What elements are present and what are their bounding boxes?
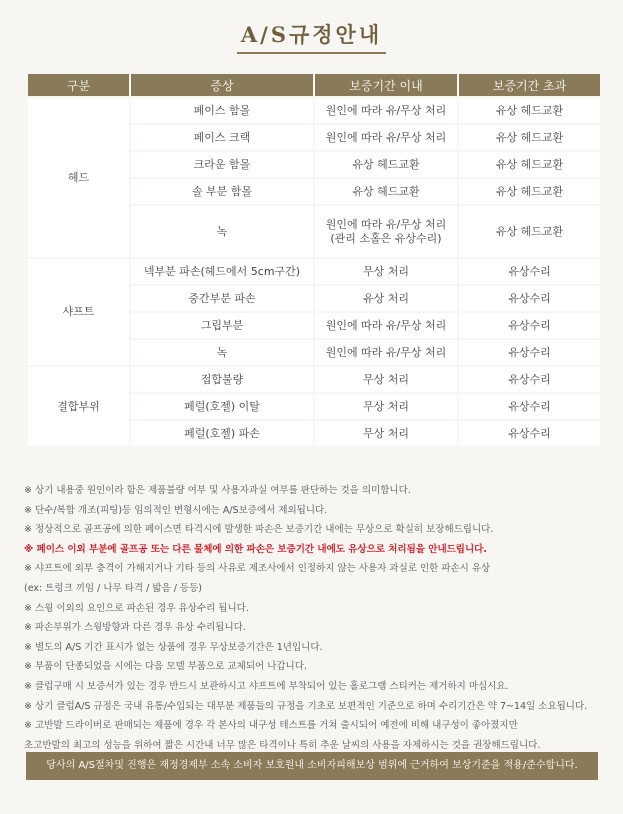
- within-cell: [315, 206, 457, 257]
- symptom-cell: 녹: [131, 206, 313, 257]
- table-row: [28, 259, 600, 284]
- note-line: 초고반발의 최고의 성능을 위하여 짧은 시간내 너무 많은 타격이나 특히 추운 날씨의 사용을 자제하시는 것을 권장해드립니다.: [24, 739, 541, 751]
- symptom-cell: 접합불량: [131, 367, 313, 392]
- symptom-cell: 페이스 함몰: [131, 98, 313, 123]
- note-line: ※ 단수/복합 개조(피팅)등 임의적인 변형시에는 A/S보증에서 제외됩니다.: [24, 504, 328, 516]
- table-row: [28, 98, 600, 123]
- within-cell: 무상 처리: [315, 367, 457, 392]
- after-cell: 유상수리: [459, 259, 600, 284]
- category-head: 헤드: [28, 98, 129, 257]
- note-line: ※ 샤프트에 외부 충격이 가해지거나 기타 등의 사유로 제조사에서 인정하지 않는 사용자 과실로 인한 파손시 유상: [24, 563, 491, 575]
- note-line: ※ 상기 내용중 원인이라 함은 제품불량 여부 및 사용자과실 여부를 판단하는 것을 의미합니다.: [24, 485, 411, 496]
- notes-section: [24, 481, 604, 755]
- title-wrap: [0, 22, 623, 54]
- within-cell: 유상 헤드교환: [315, 179, 457, 204]
- symptom-cell: 녹: [131, 340, 313, 365]
- within-cell: 유상 헤드교환: [315, 152, 457, 177]
- note-line: ※ 상기 클럽A/S 규정은 국내 유통/수입되는 대부분 제품들의 규정을 기초로 보편적인 기준으로 하며 수리기간은 약 7~14일 소요됩니다.: [24, 700, 588, 712]
- within-cell: 원인에 따라 유/무상 처리: [315, 313, 457, 338]
- note-line: ※ 스윙 이외의 요인으로 파손된 경우 유상수리 됩니다.: [24, 602, 249, 614]
- header-category: 구분: [28, 74, 129, 96]
- symptom-cell: 페럴(호젤) 파손: [131, 421, 313, 446]
- note-line-highlight: ※ 페이스 이외 부분에 골프공 또는 다른 물체에 의한 파손은 보증기간 내에도 유상으로 처리됨을 안내드립니다.: [24, 543, 487, 555]
- symptom-cell: 중간부분 파손: [131, 286, 313, 311]
- header-within-warranty: 보증기간 이내: [315, 74, 457, 96]
- note-line: ※ 별도의 A/S 기간 표시가 없는 상품에 경우 무상보증기간은 1년입니다.: [24, 641, 323, 653]
- note-line: ※ 고반발 드라이버로 판매되는 제품에 경우 각 본사의 내구성 테스트를 거쳐 출시되어 예전에 비해 내구성이 좋아졌지만: [24, 720, 518, 732]
- footer-banner: 당사의 A/S절차및 진행은 재정경제부 소속 소비자 보호원내 소비자피해보상 범위에 근거하여 보상기준을 적용/준수합니다.: [26, 752, 598, 780]
- within-cell: 원인에 따라 유/무상 처리: [315, 340, 457, 365]
- as-policy-table: [26, 72, 602, 448]
- within-cell: 무상 처리: [315, 259, 457, 284]
- table-row: [28, 367, 600, 392]
- within-cell: 무상 처리: [315, 421, 457, 446]
- header-after-warranty: 보증기간 초과: [459, 74, 600, 96]
- after-cell: 유상 헤드교환: [459, 125, 600, 150]
- header-symptom: 증상: [131, 74, 313, 96]
- within-cell: 유상 처리: [315, 286, 457, 311]
- page-title: A/S규정안내: [237, 22, 386, 54]
- after-cell: 유상수리: [459, 394, 600, 419]
- note-line: ※ 클럽구매 시 보증서가 있는 경우 반드시 보관하시고 샤프트에 부착되어 있는 홀로그램 스티커는 제거하지 마십시요.: [24, 680, 509, 692]
- note-line: (ex: 트렁크 끼임 / 나무 타격 / 밟음 / 등등): [24, 582, 202, 594]
- after-cell: 유상수리: [459, 340, 600, 365]
- symptom-cell: 페럴(호젤) 이탈: [131, 394, 313, 419]
- after-cell: 유상 헤드교환: [459, 179, 600, 204]
- symptom-cell: 크라운 함몰: [131, 152, 313, 177]
- within-line: 원인에 따라 유/무상 처리: [325, 217, 447, 231]
- symptom-cell: 넥부분 파손(헤드에서 5cm구간): [131, 259, 313, 284]
- after-cell: 유상 헤드교환: [459, 98, 600, 123]
- note-line: ※ 부품이 단종되었을 시에는 다음 모델 부품으로 교체되어 나갑니다.: [24, 661, 307, 673]
- after-cell: 유상 헤드교환: [459, 206, 600, 257]
- within-cell: 원인에 따라 유/무상 처리: [315, 98, 457, 123]
- within-cell: 원인에 따라 유/무상 처리: [315, 125, 457, 150]
- after-cell: 유상수리: [459, 313, 600, 338]
- note-line: ※ 정상적으로 골프공에 의한 페이스면 타격시에 발생한 파손은 보증기간 내에는 무상으로 확실히 보장해드립니다.: [24, 524, 494, 536]
- note-line: ※ 파손부위가 스윙방향과 다른 경우 유상 수리됩니다.: [24, 622, 246, 634]
- table-header-row: [28, 74, 600, 96]
- within-note: (관리 소홀은 유상수리): [330, 231, 442, 245]
- symptom-cell: 페이스 크랙: [131, 125, 313, 150]
- symptom-cell: 솔 부분 함몰: [131, 179, 313, 204]
- after-cell: 유상수리: [459, 367, 600, 392]
- category-joint: 결합부위: [28, 367, 129, 446]
- after-cell: 유상수리: [459, 286, 600, 311]
- after-cell: 유상 헤드교환: [459, 152, 600, 177]
- symptom-cell: 그립부분: [131, 313, 313, 338]
- within-cell: 무상 처리: [315, 394, 457, 419]
- after-cell: 유상수리: [459, 421, 600, 446]
- category-shaft: 샤프트: [28, 259, 129, 365]
